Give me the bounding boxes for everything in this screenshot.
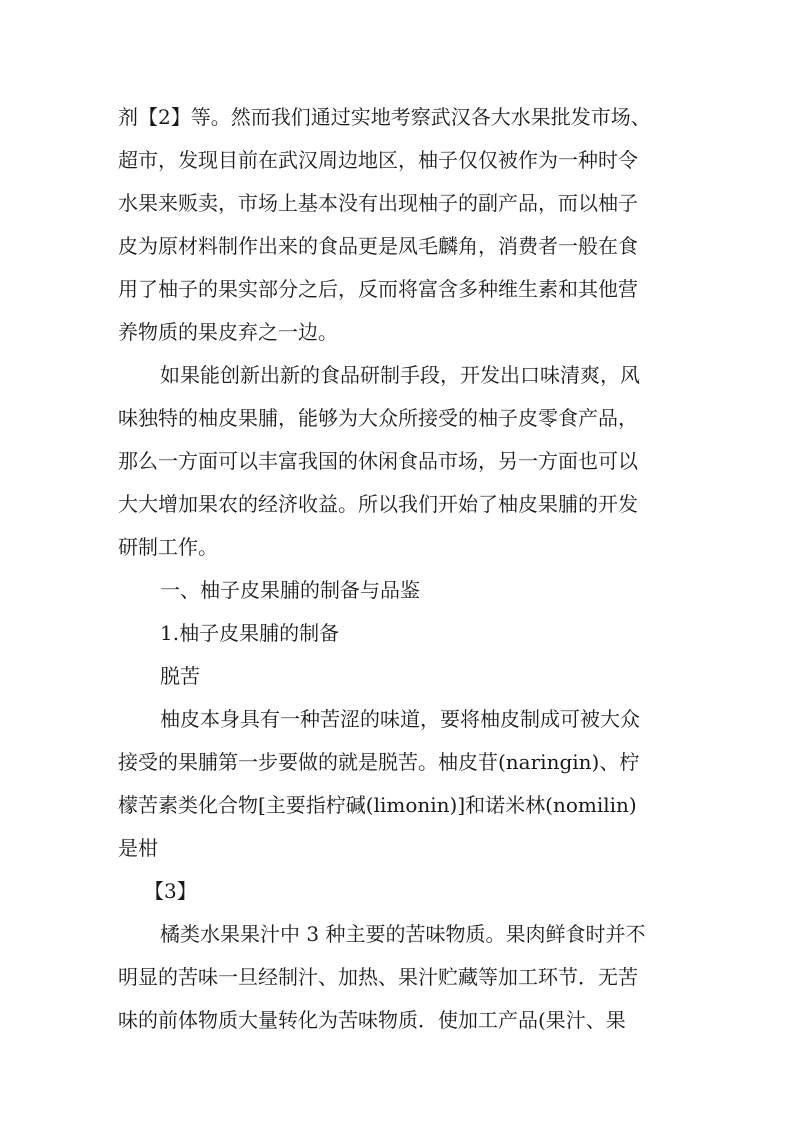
citation-marker: 【3】 [144,879,197,903]
paragraph-line: 水果来贩卖，市场上基本没有出现柚子的副产品，而以柚子 [118,191,638,215]
paragraph-line: 檬苦素类化合物[主要指柠碱(limonin)]和诺米林(nomilin) [118,793,637,817]
paragraph-line: 那么一方面可以丰富我国的休闲食品市场，另一方面也可以 [118,449,638,473]
section-heading: 一、柚子皮果脯的制备与品鉴 [160,578,420,602]
paragraph-line: 研制工作。 [118,535,218,559]
paragraph-line: 超市，发现目前在武汉周边地区，柚子仅仅被作为一种时令 [118,148,638,172]
paragraph-line: 橘类水果果汁中 3 种主要的苦味物质。果肉鲜食时并不 [160,922,646,946]
paragraph-line: 味独特的柚皮果脯，能够为大众所接受的柚子皮零食产品， [118,406,638,430]
paragraph-line: 明显的苦味一旦经制汁、加热、果汁贮藏等加工环节．无苦 [118,965,638,989]
paragraph-line: 味的前体物质大量转化为苦味物质．使加工产品(果汁、果 [118,1008,626,1032]
paragraph-line: 是柑 [118,836,158,860]
paragraph-line: 皮为原材料制作出来的食品更是凤毛麟角，消费者一般在食 [118,234,638,258]
paragraph-line: 剂【2】等。然而我们通过实地考察武汉各大水果批发市场、 [118,105,651,129]
paragraph-line: 如果能创新出新的食品研制手段，开发出口味清爽，风 [160,363,640,387]
paragraph-line: 柚皮本身具有一种苦涩的味道，要将柚皮制成可被大众 [160,707,640,731]
paragraph-line: 大大增加果农的经济收益。所以我们开始了柚皮果脯的开发 [118,492,638,516]
paragraph-line: 用了柚子的果实部分之后，反而将富含多种维生素和其他营 [118,277,638,301]
body-text [118,96,684,1042]
subsection-heading: 1.柚子皮果脯的制备 [160,621,340,645]
subsection-heading: 脱苦 [160,664,200,688]
paragraph-line: 养物质的果皮弃之一边。 [118,320,338,344]
paragraph-line: 接受的果脯第一步要做的就是脱苦。柚皮苷(naringin)、柠 [118,750,640,774]
